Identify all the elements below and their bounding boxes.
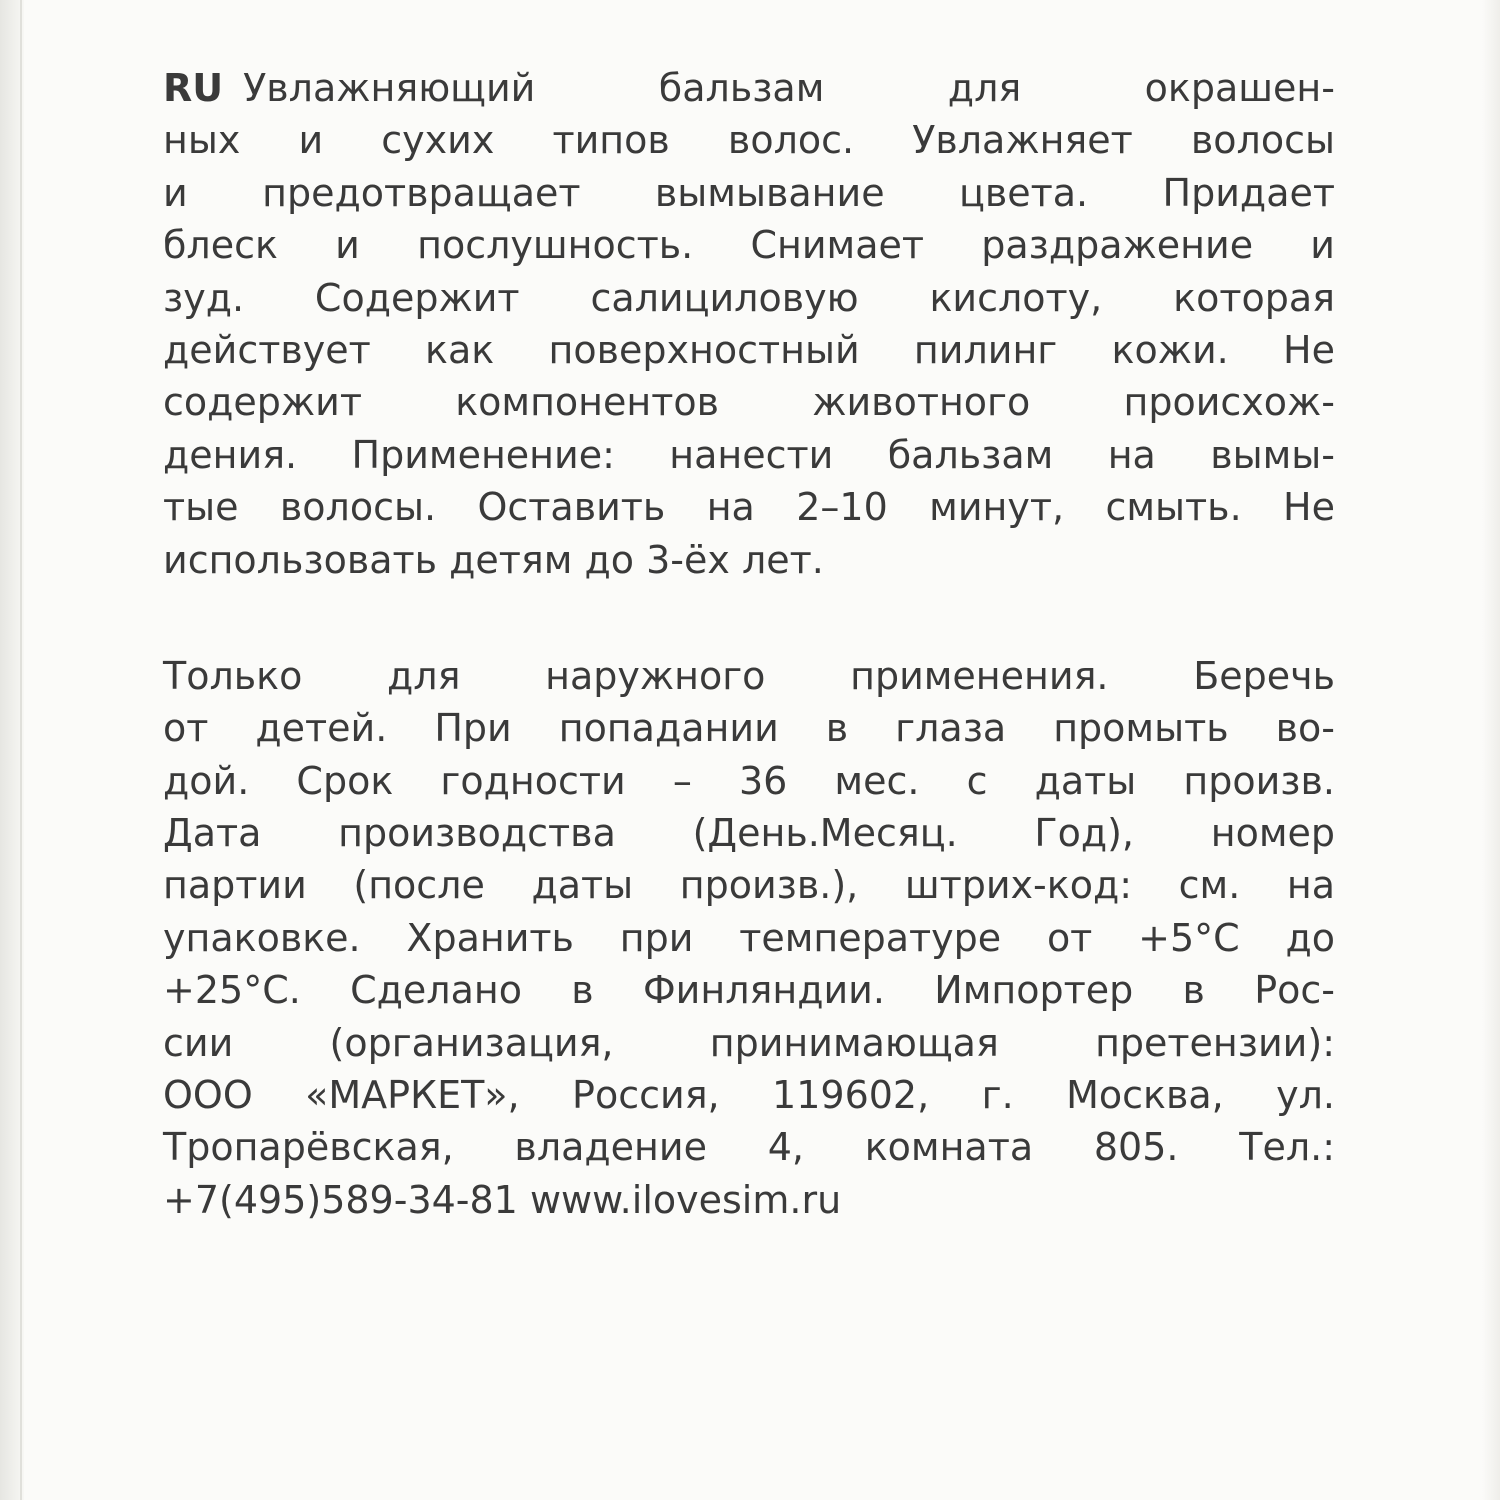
usage-and-storage-info [163, 650, 1335, 1226]
contact-line: +7(495)589-34-81 www.ilovesim.ru [163, 1177, 842, 1222]
text-line: +25°C. Сделано в Финляндии. Импортер в Рос- [163, 968, 1335, 1013]
paragraph-spacer [163, 586, 1335, 650]
text-line: дения. Применение: нанести бальзам на вымы- [163, 432, 1335, 477]
package-fold-line [20, 0, 22, 1500]
text-line: использовать детям до 3-ёх лет. [163, 537, 824, 582]
text-line: ООО «МАРКЕТ», Россия, 119602, г. Москва, ул. [163, 1073, 1335, 1118]
text-line: дой. Срок годности – 36 мес. с даты произв. [163, 758, 1335, 803]
text-line: Только для наружного применения. Беречь [163, 653, 1335, 698]
text-line: зуд. Содержит салициловую кислоту, которая [163, 275, 1335, 320]
text-line: Тропарёвская, владение 4, комната 805. Тел.: [163, 1125, 1335, 1170]
text-line: и предотвращает вымывание цвета. Придает [163, 170, 1335, 215]
text-line: сии (организация, принимающая претензии): [163, 1020, 1335, 1065]
text-line: от детей. При попадании в глаза промыть во- [163, 706, 1335, 751]
text-line: тые волосы. Оставить на 2–10 минут, смыть. Не [163, 485, 1335, 530]
text-line: упаковке. Хранить при температуре от +5°C до [163, 915, 1335, 960]
text-line: Дата производства (День.Месяц. Год), номер [163, 811, 1335, 856]
text-line: партии (после даты произв.), штрих-код: см. на [163, 863, 1335, 908]
language-code: RU [163, 66, 224, 110]
text-line [163, 62, 1335, 114]
product-description [163, 62, 1335, 586]
text-line: блеск и послушность. Снимает раздражение и [163, 223, 1335, 268]
text-line-content: Увлажняющий бальзам для окрашен- [243, 66, 1335, 110]
text-line: действует как поверхностный пилинг кожи. Не [163, 327, 1335, 372]
text-line: ных и сухих типов волос. Увлажняет волосы [163, 118, 1335, 163]
product-label-text [163, 62, 1335, 1226]
package-right-edge [1482, 0, 1500, 1500]
text-line: содержит компонентов животного происхож- [163, 380, 1335, 425]
